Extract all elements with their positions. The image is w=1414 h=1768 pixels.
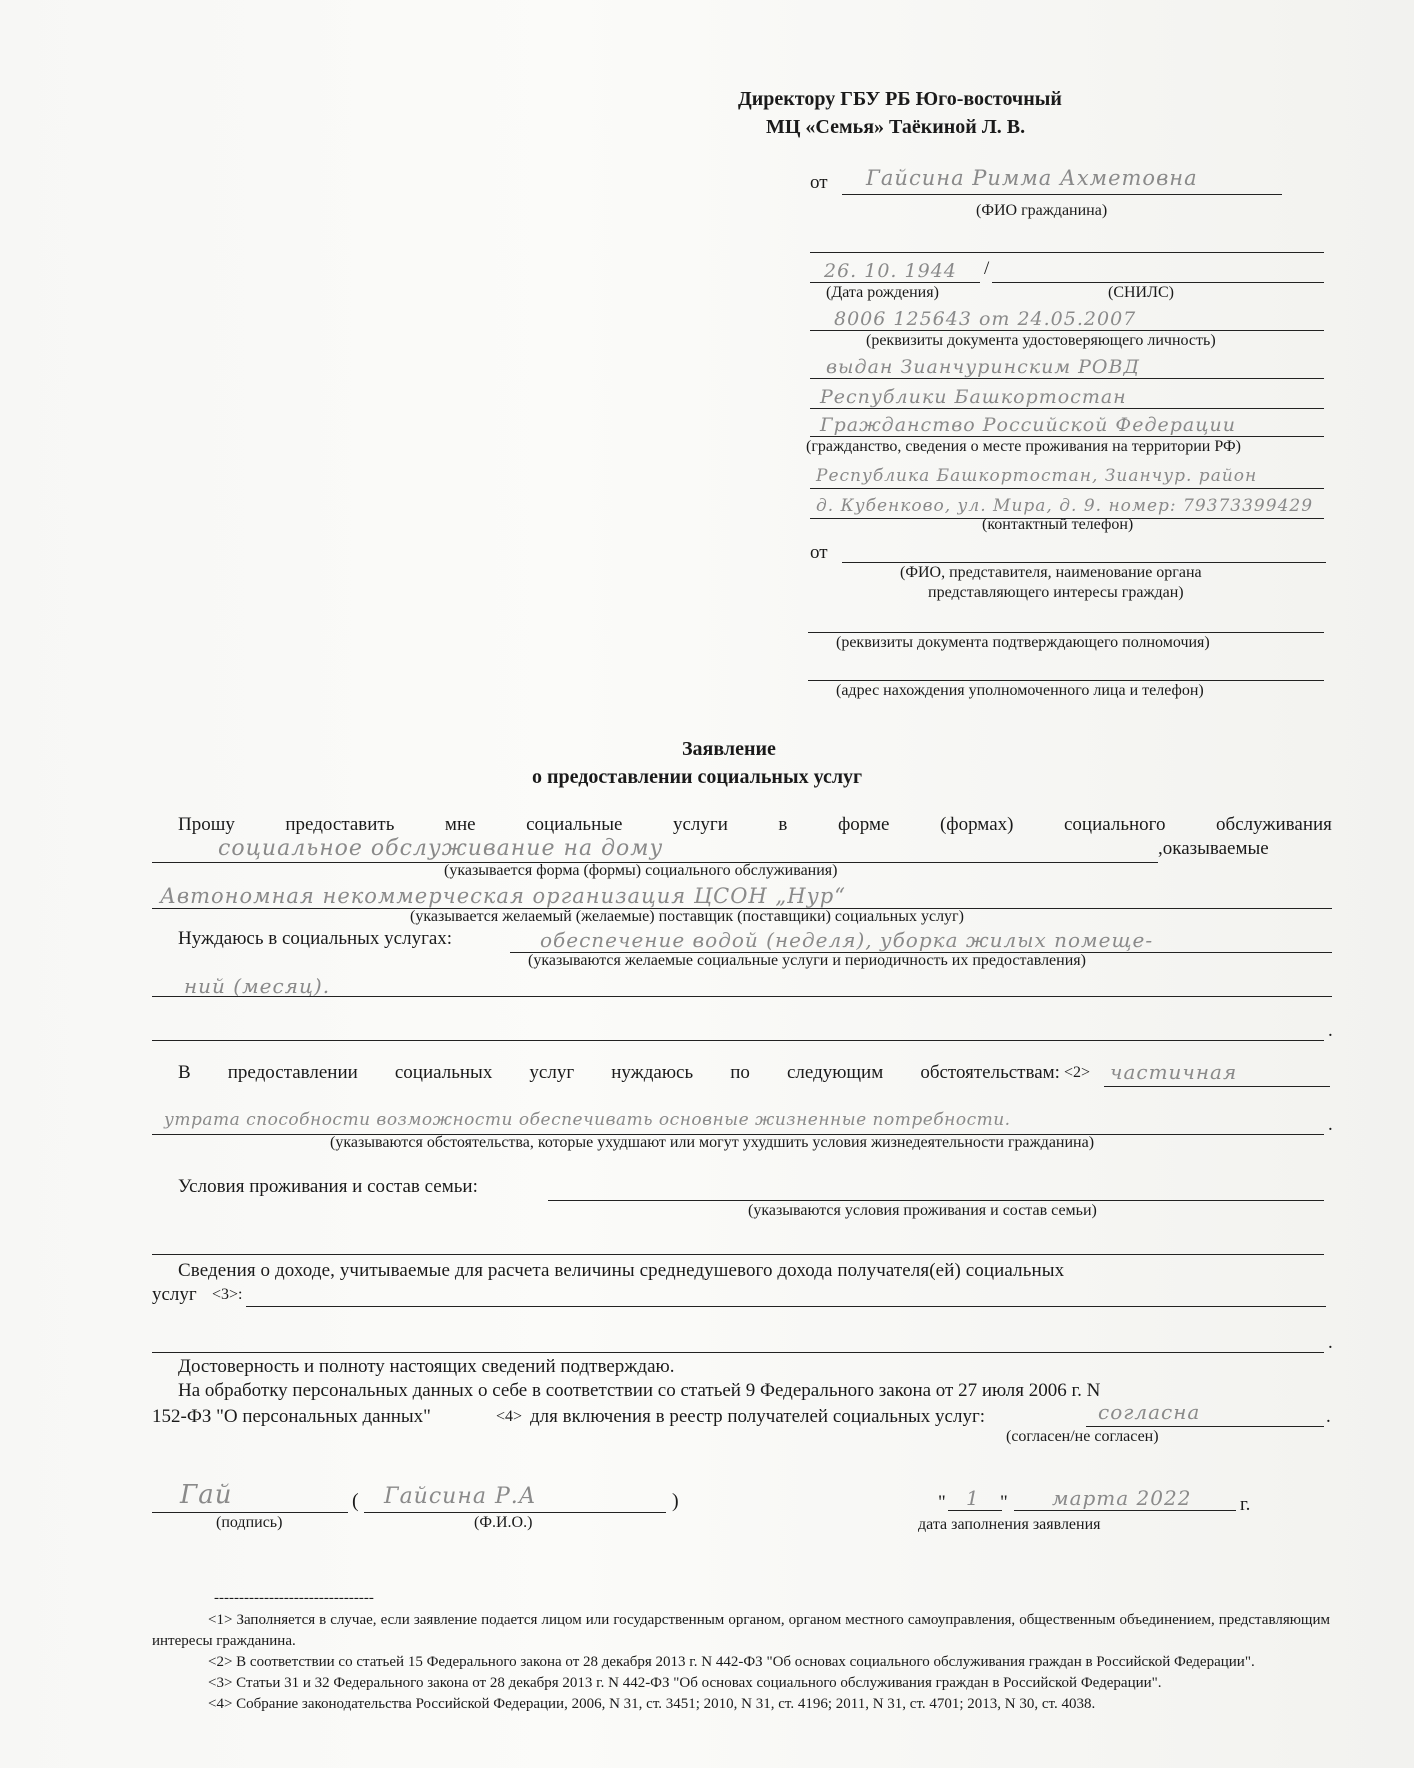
statement-title: Заявление — [682, 738, 776, 760]
birth-date-caption: (Дата рождения) — [826, 284, 939, 301]
citizenship-caption: (гражданство, сведения о месте проживания на территории РФ) — [806, 438, 1241, 455]
identity-document-caption: (реквизиты документа удостоверяющего личность) — [866, 332, 1216, 349]
circumstance-1: частичная — [1110, 1060, 1238, 1084]
addressee-line-2: МЦ «Семья» Таёкиной Л. В. — [766, 116, 1026, 138]
circumstances-line: В предоставлении социальных услуг нуждаюсь по следующим обстоятельствам: — [178, 1062, 1060, 1083]
services-caption: (указываются желаемые социальные услуги и периодичность их предоставления) — [528, 952, 1086, 969]
circumstance-2: утрата способности возможности обеспечивать основные жизненные потребности. — [164, 1110, 1011, 1130]
applicant-name: Гайсина Римма Ахметовна — [866, 166, 1198, 190]
confirmation-text: Достоверность и полноту настоящих сведений подтверждаю. — [178, 1356, 675, 1377]
circumstances-caption: (указываются обстоятельства, которые ухудшают или могут ухудшить условия жизнедеятельности гражданина) — [330, 1134, 1095, 1151]
issued-by-line-1: выдан Зианчуринским РОВД — [826, 356, 1140, 378]
footnote-ref-4: <4> — [496, 1408, 523, 1425]
signer-fio: Гайсина Р.А — [384, 1484, 537, 1509]
services-line-1: обеспечение водой (неделя), уборка жилых помеще- — [540, 928, 1154, 952]
from-label: от — [810, 172, 828, 193]
income-line: Сведения о доходе, учитываемые для расчета величины среднедушевого дохода получателя(ей) социальных — [178, 1260, 1065, 1281]
income-line-2: услуг — [152, 1284, 197, 1305]
footnotes — [152, 1610, 1330, 1715]
fio-caption: (Ф.И.О.) — [474, 1514, 533, 1531]
signature: Гай — [180, 1480, 233, 1510]
date-day: 1 — [966, 1486, 980, 1510]
request-line: Прошу предоставить мне социальные услуги в форме (формах) социального обслуживания — [178, 814, 1332, 835]
applicant-name-caption: (ФИО гражданина) — [976, 202, 1108, 219]
living-caption: (указываются условия проживания и состав семьи) — [748, 1202, 1097, 1219]
snils-caption: (СНИЛС) — [1108, 284, 1174, 301]
address-line-2: д. Кубенково, ул. Мира, д. 9. номер: 79373399429 — [816, 496, 1314, 516]
footnote-1: <1> Заполняется в случае, если заявление подается лицом или государственным органом, органом местного самоуправления, общественным объединением, представляющим интересы гражданина. — [152, 1612, 1330, 1649]
date-caption: дата заполнения заявления — [918, 1516, 1101, 1533]
date-month-year: марта 2022 — [1052, 1486, 1192, 1510]
provider: Автономная некоммерческая организация ЦСОН „Нур“ — [160, 884, 846, 908]
footnote-3: <3> Статьи 31 и 32 Федерального закона от 28 декабря 2013 г. N 442-ФЗ "Об основах социального обслуживания граждан в Российской Федерации". — [208, 1675, 1162, 1691]
birth-date: 26. 10. 1944 — [824, 260, 957, 282]
consent-line-2a: 152-ФЗ "О персональных данных" — [152, 1406, 431, 1427]
citizenship: Гражданство Российской Федерации — [820, 414, 1236, 436]
provider-caption: (указывается желаемый (желаемые) поставщик (поставщики) социальных услуг) — [410, 908, 964, 925]
consent-value: согласна — [1098, 1400, 1201, 1424]
provided-by-label: ,оказываемые — [1158, 838, 1269, 859]
services-line-2: ний (месяц). — [184, 974, 331, 998]
service-form-caption: (указывается форма (формы) социального обслуживания) — [444, 862, 838, 879]
representative-caption-2: представляющего интересы граждан) — [928, 584, 1184, 601]
representative-doc-caption: (реквизиты документа подтверждающего полномочия) — [836, 634, 1210, 651]
phone-caption: (контактный телефон) — [982, 516, 1134, 533]
consent-caption: (согласен/не согласен) — [1006, 1428, 1159, 1445]
signature-caption: (подпись) — [216, 1514, 283, 1531]
footnote-ref-3: <3>: — [212, 1286, 243, 1303]
consent-line-1: На обработку персональных данных о себе в соответствии со статьей 9 Федерального закона от 27 июля 2006 г. N — [178, 1380, 1101, 1401]
need-label: Нуждаюсь в социальных услугах: — [178, 928, 453, 949]
issued-by-line-2: Республики Башкортостан — [820, 386, 1127, 408]
document-page: Директору ГБУ РБ Юго-восточный МЦ «Семья» Таёкиной Л. В. от Гайсина Римма Ахметовна (ФИО гражданина) 26. 10. 1944 / (Дата рождения) (СНИЛС) 8006 125643 от 24.05.2007 (реквизиты документа удостоверяющего личность) выдан Зианчуринским РОВД Республики Башкортостан Гражданство Российской Федерации (гражданство, сведения о месте проживания на территории РФ) Республика Башкортостан, Зианчур. район д. Кубенково, ул. Мира, д. 9. номер: 79373399429 (контактный телефон) от (ФИО, представителя, наименование органа представляющего интересы граждан) (реквизиты документа подтверждающего полномочия) (адрес нахождения уполномоченного лица и телефон) Заявление о предоставлении социальных услуг Прошу предоставить мне социальные услуги в форме (формах) социального обслуживания социальное обслуживание на дому ,оказываемые (указывается форма (формы) социального обслуживания) Автономная некоммерческая организация ЦСОН „Нур“ (указывается желаемый (желаемые) поставщик (поставщики) социальных услуг) Нуждаюсь в социальных услугах: обеспечение водой (неделя), уборка жилых помеще- (указываются желаемые социальные услуги и периодичность их предоставления) ний (месяц). . В предоставлении социальных услуг нуждаюсь по следующим обстоятельствам: <2> частичная утрата способности возможности обеспечивать основные жизненные потребности. . (указываются обстоятельства, которые ухудшают или могут ухудшить условия жизнедеятельности гражданина) Условия проживания и состав семьи: (указываются условия проживания и состав семьи) Сведения о доходе, учитываемые для расчета величины среднедушевого дохода получателя(ей) социальных услуг <3>: . Достоверность и полноту настоящих сведений подтверждаю. На обработку персональных данных о себе в соответствии со статьей 9 Федерального закона от 27 июля 2006 г. N 152-ФЗ "О персональных данных" <4> для включения в реестр получателей социальных услуг: согласна . (согласен/не согласен) Гай (подпись) ( Гайсина Р.А ) (Ф.И.О.) " 1 " марта 2022 г. дата заполнения заявления -------------------------------- <1> Заполняется в случае, если заявление подается лицом или государственным органом, органом местного самоуправления, общественным объединением, представляющим интересы гражданина. <2> В соответствии со статьей 15 Федерального закона от 28 декабря 2013 г. N 442-ФЗ "Об основах социального обслуживания граждан в Российской Федерации". <3> Статьи 31 и 32 Федерального закона от 28 декабря 2013 г. N 442-ФЗ "Об основах социального обслуживания граждан в Российской Федерации". <4> Собрание законодательства Российской Федерации, 2006, N 31, ст. 3451; 2010, N 31, ст. 4196; 2011, N 31, ст. 4701; 2013, N 30, ст. 4038. — [0, 0, 1414, 1768]
representative-from-label: от — [810, 542, 828, 563]
addressee-line-1: Директору ГБУ РБ Юго-восточный — [738, 88, 1062, 110]
service-form: социальное обслуживание на дому — [218, 836, 664, 861]
footnote-4: <4> Собрание законодательства Российской Федерации, 2006, N 31, ст. 3451; 2010, N 31, ст. 4196; 2011, N 31, ст. 4701; 2013, N 30, ст. 4038. — [208, 1696, 1096, 1712]
representative-address-caption: (адрес нахождения уполномоченного лица и телефон) — [836, 682, 1204, 699]
statement-subtitle: о предоставлении социальных услуг — [532, 766, 863, 788]
identity-document: 8006 125643 от 24.05.2007 — [834, 308, 1137, 330]
representative-caption-1: (ФИО, представителя, наименование органа — [900, 564, 1202, 581]
consent-line-2b: для включения в реестр получателей социальных услуг: — [530, 1406, 986, 1427]
living-label: Условия проживания и состав семьи: — [178, 1176, 478, 1197]
footnote-separator: -------------------------------- — [214, 1590, 374, 1606]
footnote-2: <2> В соответствии со статьей 15 Федерального закона от 28 декабря 2013 г. N 442-ФЗ "Об основах социального обслуживания граждан в Российской Федерации". — [208, 1654, 1255, 1670]
year-suffix: г. — [1240, 1494, 1251, 1515]
address-line-1: Республика Башкортостан, Зианчур. район — [816, 466, 1258, 486]
footnote-ref-2: <2> — [1064, 1064, 1091, 1081]
